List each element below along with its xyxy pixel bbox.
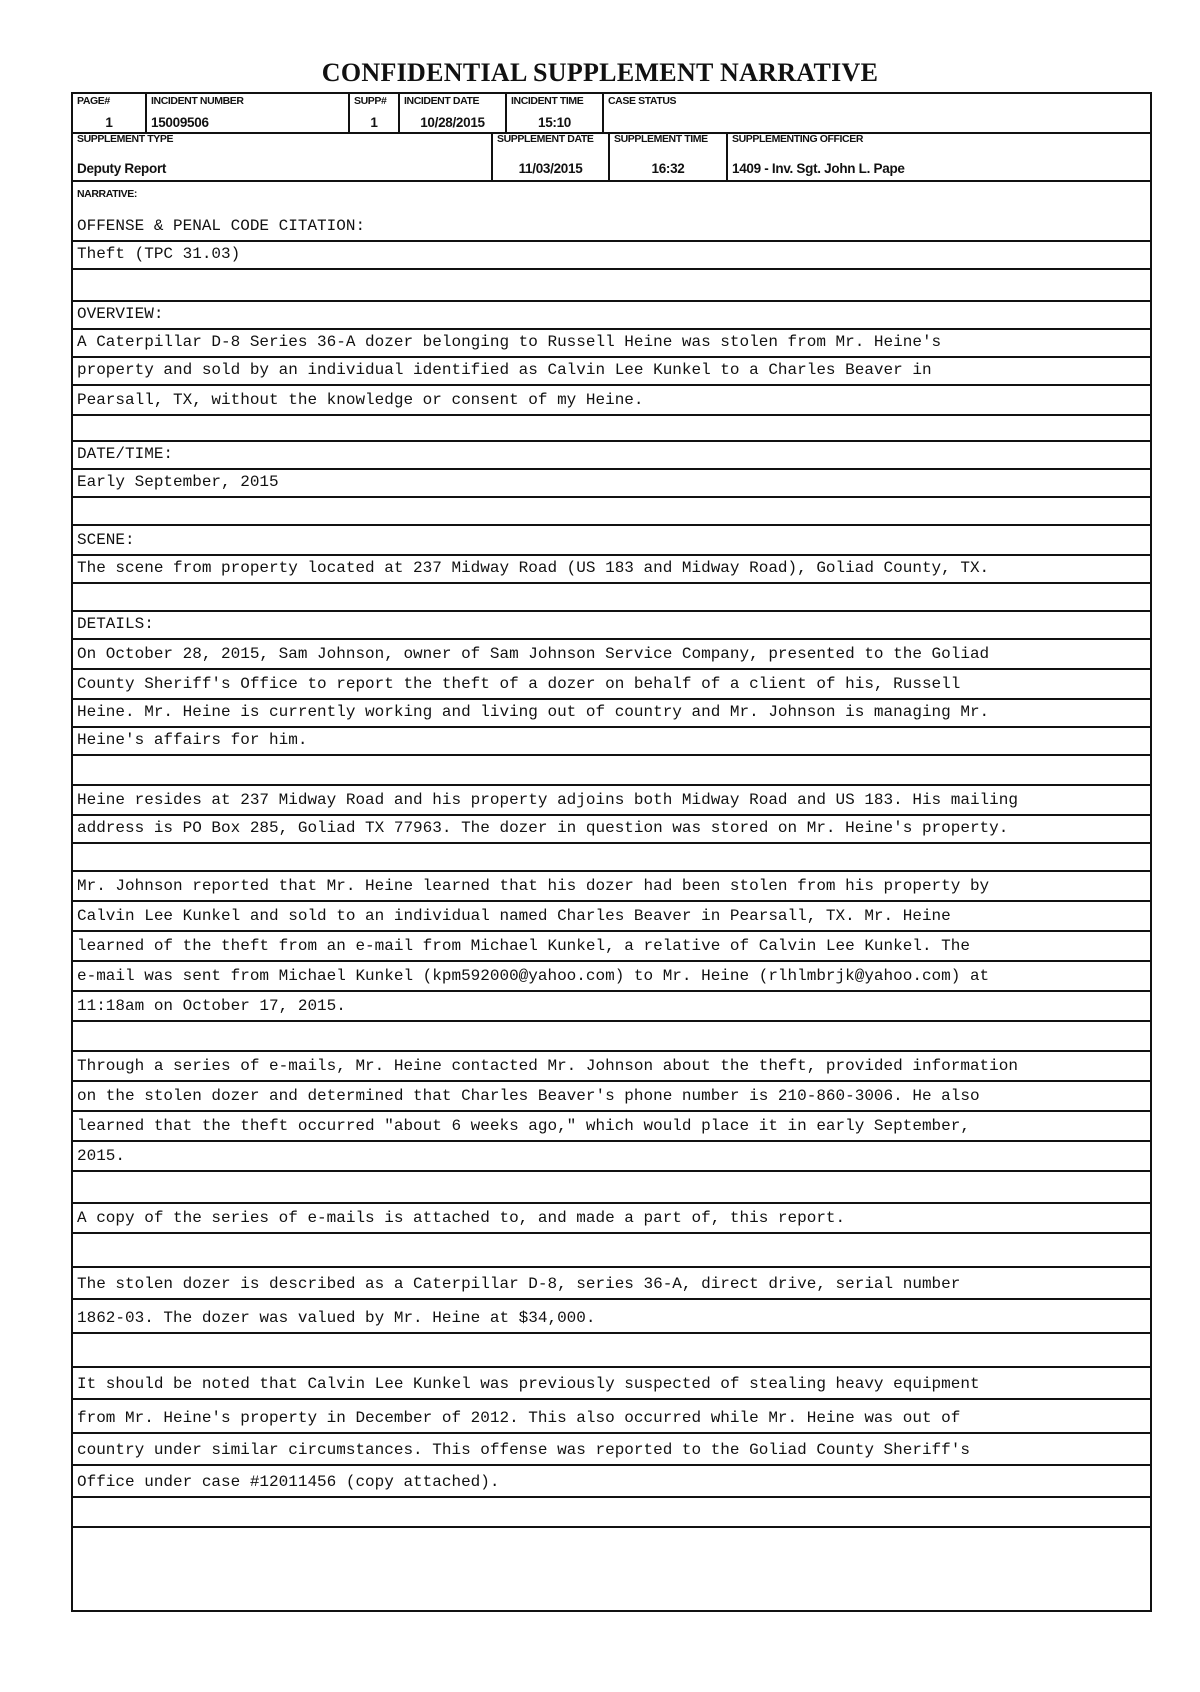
- narrative-line: [73, 1368, 1150, 1400]
- narrative-line: [73, 728, 1150, 756]
- narrative-line: [73, 756, 1150, 786]
- narrative-line-text: A Caterpillar D-8 Series 36-A dozer belonging to Russell Heine was stolen from Mr. Heine's: [77, 333, 942, 351]
- narrative-line: [73, 1334, 1150, 1368]
- case-status-label: CASE STATUS: [608, 95, 677, 107]
- narrative-line-text: 2015.: [77, 1147, 126, 1165]
- narrative-line-text: Pearsall, TX, without the knowledge or consent of my Heine.: [77, 391, 644, 409]
- narrative-line: [73, 386, 1150, 416]
- narrative-line: [73, 1022, 1150, 1052]
- narrative-line-text: Heine. Mr. Heine is currently working and living out of country and Mr. Johnson is managing Mr.: [77, 703, 990, 721]
- supplement-date-label: SUPPLEMENT DATE: [497, 133, 594, 145]
- supplement-type-value: Deputy Report: [77, 161, 167, 176]
- narrative-line-text: e-mail was sent from Michael Kunkel (kpm592000@yahoo.com) to Mr. Heine (rlhlmbrjk@yahoo.com) at: [77, 967, 990, 985]
- narrative-line-text: property and sold by an individual identified as Calvin Lee Kunkel to a Charles Beaver in: [77, 361, 932, 379]
- narrative-line: [73, 270, 1150, 302]
- incident-date-label: INCIDENT DATE: [404, 95, 480, 107]
- narrative-line-text: learned that the theft occurred "about 6 weeks ago," which would place it in early September,: [77, 1117, 970, 1135]
- narrative-line-text: Office under case #12011456 (copy attached).: [77, 1473, 500, 1491]
- narrative-line: [73, 302, 1150, 330]
- supplement-time-cell: [610, 132, 728, 180]
- report-form: [71, 92, 1152, 1612]
- narrative-line: [73, 556, 1150, 584]
- incident-time-cell: [507, 94, 604, 132]
- narrative-line-text: address is PO Box 285, Goliad TX 77963. The dozer in question was stored on Mr. Heine's property.: [77, 819, 1009, 837]
- narrative-line-text: The scene from property located at 237 Midway Road (US 183 and Midway Road), Goliad County, TX.: [77, 559, 990, 577]
- narrative-line-text: learned of the theft from an e-mail from Michael Kunkel, a relative of Calvin Lee Kunkel. The: [77, 937, 970, 955]
- narrative-line: [73, 470, 1150, 498]
- narrative-line: [73, 1142, 1150, 1172]
- officer-label: SUPPLEMENTING OFFICER: [732, 133, 864, 145]
- incident-date-cell: [400, 94, 507, 132]
- narrative-line-text: DATE/TIME:: [77, 445, 174, 463]
- narrative-line-text: Mr. Johnson reported that Mr. Heine learned that his dozer had been stolen from his property by: [77, 877, 990, 895]
- case-status-cell: [604, 94, 1150, 132]
- narrative-line-text: Through a series of e-mails, Mr. Heine contacted Mr. Johnson about the theft, provided information: [77, 1057, 1018, 1075]
- supplement-date-cell: [493, 132, 610, 180]
- narrative-line-text: Heine's affairs for him.: [77, 731, 308, 749]
- incident-date-value: 10/28/2015: [420, 115, 485, 130]
- page-cell: [73, 94, 147, 132]
- narrative-line: [73, 214, 1150, 242]
- page-value: 1: [105, 115, 113, 130]
- narrative-line: [73, 526, 1150, 556]
- narrative-line: [73, 1498, 1150, 1528]
- narrative-line-text: from Mr. Heine's property in December of 2012. This also occurred while Mr. Heine was out of: [77, 1409, 961, 1427]
- narrative-line-text: 1862-03. The dozer was valued by Mr. Heine at $34,000.: [77, 1309, 596, 1327]
- incident-number-cell: [147, 94, 350, 132]
- header-row-1: [73, 94, 1150, 134]
- narrative-line: [73, 1204, 1150, 1234]
- narrative-line-text: on the stolen dozer and determined that Charles Beaver's phone number is 210-860-3006. He also: [77, 1087, 980, 1105]
- incident-number-value: 15009506: [151, 115, 209, 130]
- narrative-line: [73, 700, 1150, 728]
- narrative-line: [73, 416, 1150, 442]
- narrative-line: [73, 612, 1150, 640]
- narrative-line-text: Early September, 2015: [77, 473, 279, 491]
- narrative-line: [73, 1434, 1150, 1466]
- narrative-line: [73, 498, 1150, 526]
- narrative-line-text: County Sheriff's Office to report the theft of a dozer on behalf of a client of his, Russell: [77, 675, 961, 693]
- supplement-date-value: 11/03/2015: [518, 161, 583, 176]
- narrative-line: [73, 932, 1150, 962]
- narrative-line-text: It should be noted that Calvin Lee Kunkel was previously suspected of stealing heavy equipment: [77, 1375, 980, 1393]
- narrative-line: [73, 844, 1150, 872]
- narrative-line: [73, 358, 1150, 386]
- narrative-line: [73, 1082, 1150, 1112]
- narrative-line: [73, 1268, 1150, 1300]
- page-label: PAGE#: [77, 95, 110, 107]
- narrative-line: [73, 962, 1150, 992]
- narrative-line-text: Calvin Lee Kunkel and sold to an individual named Charles Beaver in Pearsall, TX. Mr. Heine: [77, 907, 951, 925]
- supplement-time-label: SUPPLEMENT TIME: [614, 133, 708, 145]
- narrative-line: [73, 442, 1150, 470]
- narrative-line-text: A copy of the series of e-mails is attached to, and made a part of, this report.: [77, 1209, 846, 1227]
- narrative-line: [73, 1234, 1150, 1268]
- narrative-line: [73, 242, 1150, 270]
- supplement-type-cell: [73, 132, 493, 180]
- header-row-2: [73, 132, 1150, 182]
- narrative-line: [73, 584, 1150, 612]
- narrative-line: [73, 1172, 1150, 1204]
- narrative-line: [73, 1466, 1150, 1498]
- narrative-line-text: OFFENSE & PENAL CODE CITATION:: [77, 217, 366, 235]
- officer-cell: [728, 132, 1150, 180]
- narrative-line-text: Heine resides at 237 Midway Road and his property adjoins both Midway Road and US 183. His mailing: [77, 791, 1018, 809]
- narrative-line-text: Theft (TPC 31.03): [77, 245, 241, 263]
- narrative-line-text: The stolen dozer is described as a Caterpillar D-8, series 36-A, direct drive, serial number: [77, 1275, 961, 1293]
- supp-label: SUPP#: [354, 95, 387, 107]
- narrative-line: [73, 1112, 1150, 1142]
- supplement-type-label: SUPPLEMENT TYPE: [77, 133, 174, 145]
- incident-number-label: INCIDENT NUMBER: [151, 95, 244, 107]
- incident-time-label: INCIDENT TIME: [511, 95, 584, 107]
- narrative-line-text: SCENE:: [77, 531, 135, 549]
- officer-value: 1409 - Inv. Sgt. John L. Pape: [732, 161, 905, 176]
- narrative-line: [73, 786, 1150, 816]
- document-title: CONFIDENTIAL SUPPLEMENT NARRATIVE: [321, 58, 879, 87]
- narrative-line-text: country under similar circumstances. This offense was reported to the Goliad County Sheriff's: [77, 1441, 970, 1459]
- narrative-line-text: DETAILS:: [77, 615, 154, 633]
- narrative-line: [73, 992, 1150, 1022]
- narrative-line: [73, 670, 1150, 700]
- narrative-line: [73, 902, 1150, 932]
- supp-value: 1: [370, 115, 378, 130]
- narrative-line: [73, 1400, 1150, 1434]
- narrative-line-text: 11:18am on October 17, 2015.: [77, 997, 346, 1015]
- narrative-label: NARRATIVE:: [77, 188, 137, 200]
- narrative-line-text: On October 28, 2015, Sam Johnson, owner of Sam Johnson Service Company, presented to the Goliad: [77, 645, 990, 663]
- narrative-line-text: OVERVIEW:: [77, 305, 164, 323]
- narrative-line: [73, 1300, 1150, 1334]
- supplement-time-value: 16:32: [651, 161, 685, 176]
- supp-cell: [350, 94, 400, 132]
- narrative-line: [73, 872, 1150, 902]
- narrative-line: [73, 330, 1150, 358]
- narrative-line: [73, 1052, 1150, 1082]
- narrative-line: [73, 816, 1150, 844]
- narrative-line: [73, 640, 1150, 670]
- incident-time-value: 15:10: [537, 115, 572, 130]
